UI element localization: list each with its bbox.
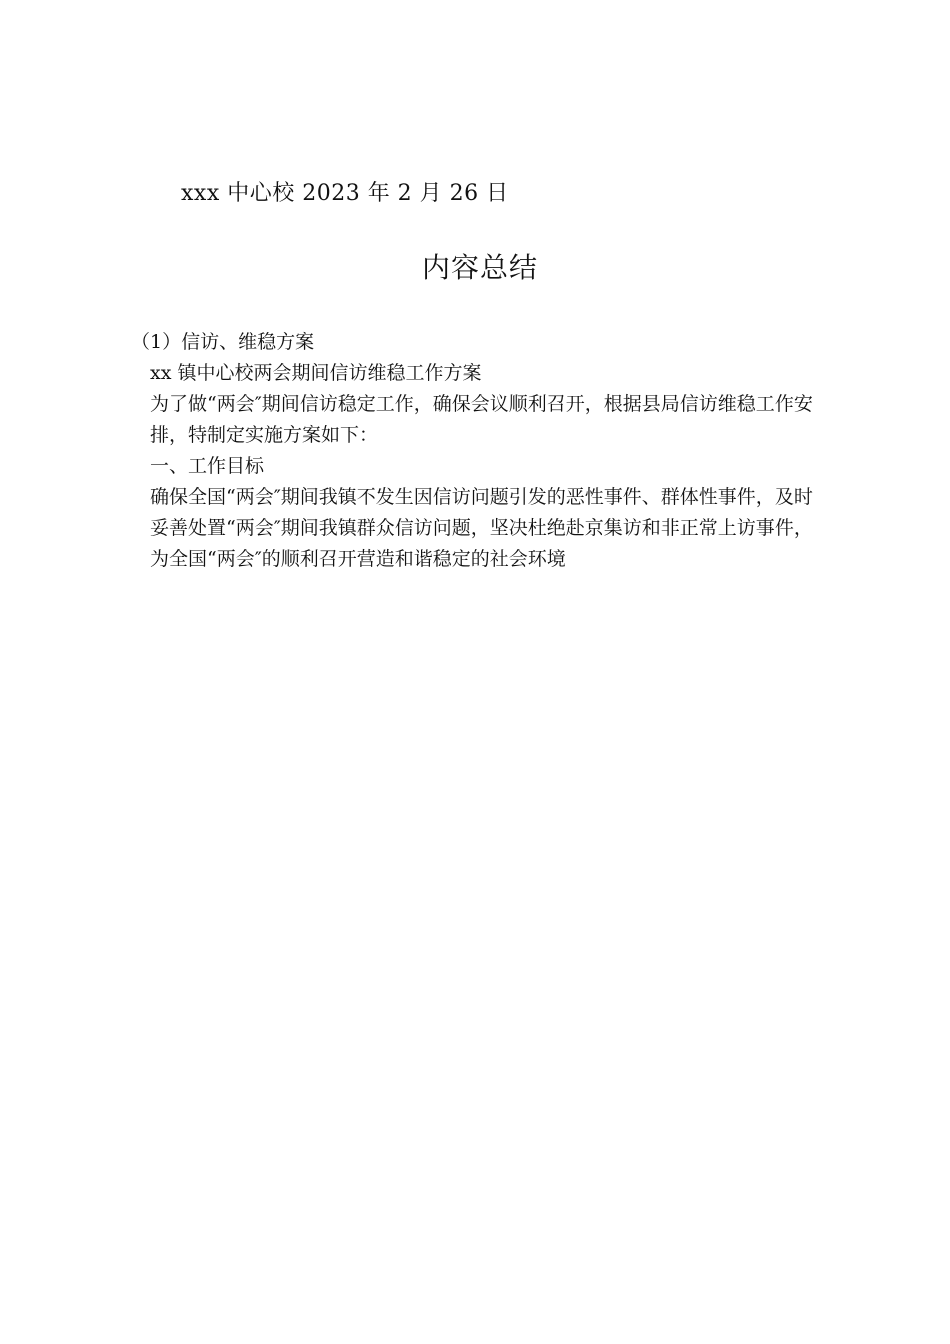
document-body xyxy=(131,327,831,575)
summary-title: 内容总结 xyxy=(421,251,538,284)
document-title: xx 镇中心校两会期间信访维稳工作方案 xyxy=(150,362,482,384)
goal-heading: 一、工作目标 xyxy=(150,455,265,477)
goal-paragraph: 确保全国“两会″期间我镇不发生因信访问题引发的恶性事件、群体性事件，及时妥善处置“两会″期间我镇群众信访问题，坚决杜绝赴京集访和非正常上访事件，为全国“两会″的顺利召开营造和谐稳定的社会环境 xyxy=(150,486,813,570)
intro-paragraph: 为了做“两会″期间信访稳定工作，确保会议顺利召开，根据县局信访维稳工作安排，特制定实施方案如下： xyxy=(150,393,813,446)
signature-date-line: xxx 中心校 2023 年 2 月 26 日 xyxy=(181,181,509,206)
section-heading: （1）信访、维稳方案 xyxy=(131,331,315,353)
